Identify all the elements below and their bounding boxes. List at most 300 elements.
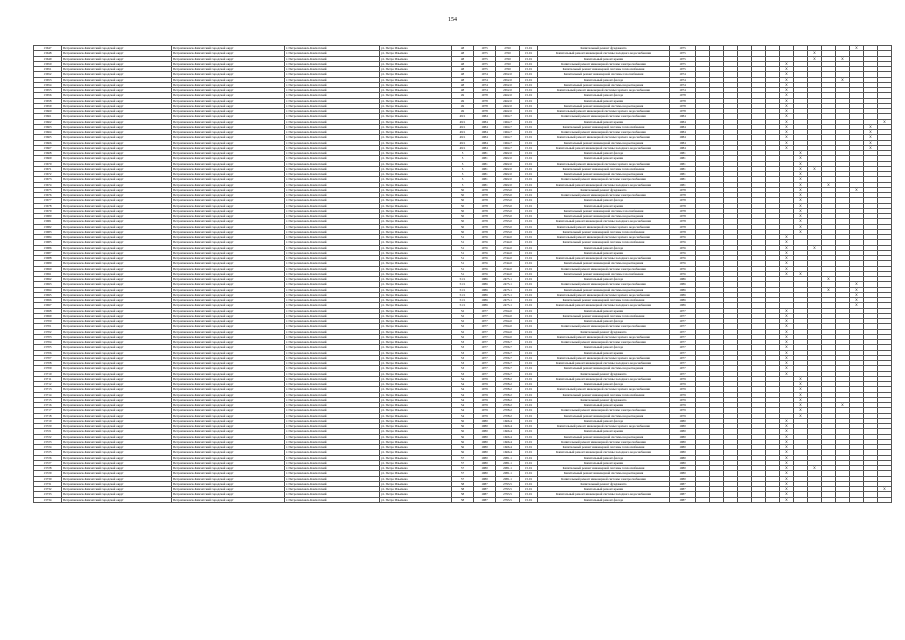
cell-settlement: г. Петропавловск-Камчатский	[285, 124, 380, 129]
cell-mark: X	[794, 214, 808, 219]
cell-municipality: Петропавловск-Камчатский городской округ	[62, 67, 172, 72]
cell-street: ул. Петра Ильичева	[380, 361, 452, 366]
cell-street: ул. Петра Ильичева	[380, 334, 452, 339]
cell-mark: X	[780, 366, 794, 371]
cell-mark: X	[794, 397, 808, 402]
cell-id: 13654	[34, 82, 62, 87]
cell-id: 13659	[34, 103, 62, 108]
cell-area: 2744.0	[496, 266, 520, 271]
cell-id: 13714	[34, 392, 62, 397]
cell-work-type: Капитальный ремонт инженерной системы холодного водоснабжения	[538, 492, 670, 497]
cell-municipality: Петропавловск-Камчатский городской округ	[62, 413, 172, 418]
cell-municipality: Петропавловск-Камчатский городской округ	[62, 308, 172, 313]
cell-code: 15.01	[520, 424, 538, 429]
cell-area: 2706.7	[496, 361, 520, 366]
cell-mark: X	[780, 361, 794, 366]
cell-settlement: г. Петропавловск-Камчатский	[285, 319, 380, 324]
cell-build-year: 1981	[474, 177, 496, 182]
cell-area: 2652.0	[496, 72, 520, 77]
cell-municipal-entity: Петропавловск-Камчатский городской округ	[172, 245, 285, 250]
cell-street: ул. Петра Ильичева	[380, 298, 452, 303]
cell-area: 2793.0	[496, 219, 520, 224]
cell-street: ул. Петра Ильичева	[380, 224, 452, 229]
cell-municipal-entity: Петропавловск-Камчатский городской округ	[172, 418, 285, 423]
cell-street: ул. Петра Ильичева	[380, 308, 452, 313]
cell-street: ул. Петра Ильичева	[380, 366, 452, 371]
cell-id: 13676	[34, 193, 62, 198]
cell-settlement: г. Петропавловск-Камчатский	[285, 403, 380, 408]
cell-area: 2764.0	[496, 329, 520, 334]
cell-street: ул. Петра Ильичева	[380, 261, 452, 266]
cell-settlement: г. Петропавловск-Камчатский	[285, 98, 380, 103]
cell-mark: X	[850, 303, 864, 308]
cell-year: 1977	[670, 313, 696, 318]
cell-year: 1987	[670, 492, 696, 497]
cell-municipality: Петропавловск-Камчатский городской округ	[62, 140, 172, 145]
cell-year: 1976	[670, 266, 696, 271]
cell-municipal-entity: Петропавловск-Камчатский городской округ	[172, 130, 285, 135]
cell-id: 13652	[34, 72, 62, 77]
cell-work-type: Капитальный ремонт фундамента	[538, 371, 670, 376]
cell-street: ул. Петра Ильичева	[380, 313, 452, 318]
cell-area: 2602.0	[496, 172, 520, 177]
cell-house-number: 50	[452, 187, 474, 192]
cell-year: 1978	[670, 187, 696, 192]
cell-work-type: Капитальный ремонт фасада	[538, 382, 670, 387]
cell-work-type: Капитальный ремонт инженерной системы теплоснабжения	[538, 67, 670, 72]
cell-municipality: Петропавловск-Камчатский городской округ	[62, 497, 172, 502]
cell-area: 2462.0	[496, 98, 520, 103]
cell-empty	[696, 497, 710, 502]
cell-id: 13693	[34, 282, 62, 287]
cell-mark: X	[780, 313, 794, 318]
cell-municipal-entity: Петропавловск-Камчатский городской округ	[172, 214, 285, 219]
cell-id: 13707	[34, 355, 62, 360]
cell-house-number: 48	[452, 51, 474, 56]
cell-area: 2462.0	[496, 103, 520, 108]
cell-area: 2602.0	[496, 177, 520, 182]
cell-house-number: 52	[452, 324, 474, 329]
cell-id: 13672	[34, 172, 62, 177]
cell-municipal-entity: Петропавловск-Камчатский городской округ	[172, 193, 285, 198]
cell-work-type: Капитальный ремонт инженерной системы водоотведения	[538, 140, 670, 145]
cell-area: 1964.7	[496, 130, 520, 135]
cell-code: 15.01	[520, 151, 538, 156]
cell-year: 1984	[670, 135, 696, 140]
cell-id: 13715	[34, 397, 62, 402]
cell-settlement: г. Петропавловск-Камчатский	[285, 397, 380, 402]
cell-work-type: Капитальный ремонт инженерной системы горячего водоснабжения	[538, 355, 670, 360]
cell-code: 15.01	[520, 187, 538, 192]
cell-mark: X	[780, 240, 794, 245]
cell-id: 13669	[34, 156, 62, 161]
cell-work-type: Капитальный ремонт инженерной системы холодного водоснабжения	[538, 182, 670, 187]
cell-build-year: 1978	[474, 198, 496, 203]
cell-municipal-entity: Петропавловск-Камчатский городской округ	[172, 77, 285, 82]
cell-work-type: Капитальный ремонт инженерной системы газоснабжения	[538, 208, 670, 213]
cell-house-number: 51	[452, 271, 474, 276]
cell-street: ул. Петра Ильичева	[380, 172, 452, 177]
cell-street: ул. Петра Ильичева	[380, 245, 452, 250]
cell-mark: X	[794, 193, 808, 198]
cell-build-year: 1977	[474, 334, 496, 339]
cell-municipality: Петропавловск-Камчатский городской округ	[62, 277, 172, 282]
cell-municipal-entity: Петропавловск-Камчатский городской округ	[172, 450, 285, 455]
cell-house-number: 5	[452, 182, 474, 187]
cell-settlement: г. Петропавловск-Камчатский	[285, 61, 380, 66]
cell-code: 15.01	[520, 51, 538, 56]
cell-area: 2602.0	[496, 151, 520, 156]
cell-municipality: Петропавловск-Камчатский городской округ	[62, 177, 172, 182]
cell-municipal-entity: Петропавловск-Камчатский городской округ	[172, 240, 285, 245]
cell-id: 13649	[34, 56, 62, 61]
cell-id: 13704	[34, 340, 62, 345]
cell-house-number: 51	[452, 245, 474, 250]
cell-code: 15.01	[520, 324, 538, 329]
cell-municipal-entity: Петропавловск-Камчатский городской округ	[172, 250, 285, 255]
cell-settlement: г. Петропавловск-Камчатский	[285, 434, 380, 439]
cell-id: 13716	[34, 403, 62, 408]
cell-work-type: Капитальный ремонт крыши	[538, 403, 670, 408]
cell-mark: X	[780, 88, 794, 93]
cell-id: 13722	[34, 434, 62, 439]
cell-build-year: 1980	[474, 445, 496, 450]
cell-house-number: 58	[452, 497, 474, 502]
cell-municipal-entity: Петропавловск-Камчатский городской округ	[172, 429, 285, 434]
cell-id: 13648	[34, 51, 62, 56]
cell-code: 15.01	[520, 408, 538, 413]
cell-build-year: 1977	[474, 340, 496, 345]
cell-mark: X	[780, 250, 794, 255]
cell-work-type: Капитальный ремонт инженерной системы холодного водоснабжения	[538, 256, 670, 261]
cell-municipal-entity: Петропавловск-Камчатский городской округ	[172, 235, 285, 240]
cell-municipal-entity: Петропавловск-Камчатский городской округ	[172, 172, 285, 177]
cell-work-type: Капитальный ремонт фасада	[538, 319, 670, 324]
cell-year: 1976	[670, 250, 696, 255]
cell-empty	[878, 497, 892, 502]
cell-area: 2744.0	[496, 271, 520, 276]
cell-municipal-entity: Петропавловск-Камчатский городской округ	[172, 88, 285, 93]
cell-house-number: 51	[452, 250, 474, 255]
cell-year: 1981	[670, 172, 696, 177]
cell-mark: X	[780, 319, 794, 324]
cell-build-year: 1984	[474, 140, 496, 145]
cell-house-number: 53	[452, 366, 474, 371]
cell-settlement: г. Петропавловск-Камчатский	[285, 334, 380, 339]
cell-build-year: 1980	[474, 424, 496, 429]
cell-year: 1981	[670, 166, 696, 171]
cell-year: 1980	[670, 429, 696, 434]
cell-build-year: 1984	[474, 130, 496, 135]
cell-house-number: 54	[452, 403, 474, 408]
cell-municipality: Петропавловск-Камчатский городской округ	[62, 387, 172, 392]
cell-year: 1977	[670, 361, 696, 366]
cell-municipal-entity: Петропавловск-Камчатский городской округ	[172, 392, 285, 397]
cell-build-year: 1974	[474, 72, 496, 77]
cell-work-type: Капитальный ремонт инженерной системы водоотведения	[538, 287, 670, 292]
cell-code: 15.01	[520, 235, 538, 240]
cell-house-number: 54	[452, 376, 474, 381]
cell-municipality: Петропавловск-Камчатский городской округ	[62, 392, 172, 397]
cell-municipality: Петропавловск-Камчатский городской округ	[62, 198, 172, 203]
cell-settlement: г. Петропавловск-Камчатский	[285, 282, 380, 287]
cell-build-year: 1981	[474, 156, 496, 161]
cell-municipality: Петропавловск-Камчатский городской округ	[62, 240, 172, 245]
cell-settlement: г. Петропавловск-Камчатский	[285, 229, 380, 234]
cell-year: 1976	[670, 245, 696, 250]
cell-id: 13700	[34, 319, 62, 324]
cell-work-type: Капитальный ремонт инженерной системы водоотведения	[538, 214, 670, 219]
cell-area: 1964.7	[496, 119, 520, 124]
cell-settlement: г. Петропавловск-Камчатский	[285, 355, 380, 360]
cell-settlement: г. Петропавловск-Камчатский	[285, 445, 380, 450]
cell-mark: X	[808, 56, 822, 61]
cell-municipality: Петропавловск-Камчатский городской округ	[62, 403, 172, 408]
cell-id: 13656	[34, 93, 62, 98]
cell-build-year: 1977	[474, 324, 496, 329]
cell-mark: X	[780, 130, 794, 135]
cell-build-year: 1976	[474, 250, 496, 255]
cell-area: 2760	[496, 67, 520, 72]
cell-municipal-entity: Петропавловск-Камчатский городской округ	[172, 476, 285, 481]
cell-area: 2744.0	[496, 256, 520, 261]
cell-code: 15.01	[520, 135, 538, 140]
cell-street: ул. Петра Ильичева	[380, 229, 452, 234]
cell-mark: X	[878, 487, 892, 492]
cell-municipality: Петропавловск-Камчатский городской округ	[62, 109, 172, 114]
cell-municipal-entity: Петропавловск-Камчатский городской округ	[172, 229, 285, 234]
cell-municipality: Петропавловск-Камчатский городской округ	[62, 424, 172, 429]
cell-code: 15.01	[520, 387, 538, 392]
cell-mark: X	[780, 245, 794, 250]
cell-build-year: 1979	[474, 413, 496, 418]
cell-street: ул. Петра Ильичева	[380, 340, 452, 345]
cell-build-year: 1975	[474, 67, 496, 72]
cell-id: 13677	[34, 198, 62, 203]
cell-mark: X	[864, 140, 878, 145]
cell-mark: X	[780, 109, 794, 114]
cell-area: 2708.2	[496, 387, 520, 392]
cell-mark: X	[780, 492, 794, 497]
cell-code: 15.01	[520, 224, 538, 229]
cell-area: 2793.0	[496, 193, 520, 198]
cell-work-type: Капитальный ремонт инженерной системы электроснабжения	[538, 266, 670, 271]
cell-mark: X	[780, 450, 794, 455]
cell-house-number: 49	[452, 103, 474, 108]
cell-year: 1977	[670, 324, 696, 329]
cell-municipal-entity: Петропавловск-Камчатский городской округ	[172, 145, 285, 150]
cell-id: 13726	[34, 455, 62, 460]
cell-build-year: 1978	[474, 193, 496, 198]
cell-code: 15.01	[520, 345, 538, 350]
cell-id: 13731	[34, 481, 62, 486]
cell-street: ул. Петра Ильичева	[380, 397, 452, 402]
cell-municipal-entity: Петропавловск-Камчатский городской округ	[172, 61, 285, 66]
cell-empty	[864, 497, 878, 502]
cell-street: ул. Петра Ильичева	[380, 140, 452, 145]
cell-id: 13703	[34, 334, 62, 339]
cell-build-year: 1976	[474, 245, 496, 250]
cell-id: 13733	[34, 492, 62, 497]
cell-house-number: 48	[452, 56, 474, 61]
cell-area: 2081.1	[496, 466, 520, 471]
cell-street: ул. Петра Ильичева	[380, 392, 452, 397]
cell-year: 1984	[670, 145, 696, 150]
cell-municipality: Петропавловск-Камчатский городской округ	[62, 340, 172, 345]
cell-area: 2462.0	[496, 93, 520, 98]
cell-municipality: Петропавловск-Камчатский городской округ	[62, 324, 172, 329]
cell-mark: X	[850, 292, 864, 297]
cell-area: 2706.7	[496, 366, 520, 371]
cell-work-type: Капитальный ремонт инженерной системы водоотведения	[538, 103, 670, 108]
cell-id: 13711	[34, 376, 62, 381]
cell-municipality: Петропавловск-Камчатский городской округ	[62, 224, 172, 229]
cell-work-type: Капитальный ремонт крыши	[538, 350, 670, 355]
cell-house-number: 51/1	[452, 282, 474, 287]
cell-settlement: г. Петропавловск-Камчатский	[285, 166, 380, 171]
cell-municipality: Петропавловск-Камчатский городской округ	[62, 350, 172, 355]
cell-house-number: 48	[452, 82, 474, 87]
cell-house-number: 57	[452, 460, 474, 465]
cell-build-year: 1975	[474, 46, 496, 51]
cell-work-type: Капитальный ремонт инженерной системы теплоснабжения	[538, 298, 670, 303]
cell-mark: X	[794, 198, 808, 203]
cell-mark: X	[822, 182, 836, 187]
cell-code: 15.01	[520, 56, 538, 61]
cell-work-type: Капитальный ремонт инженерной системы водоотведения	[538, 82, 670, 87]
cell-house-number: 5	[452, 166, 474, 171]
cell-year: 1980	[670, 460, 696, 465]
cell-settlement: г. Петропавловск-Камчатский	[285, 271, 380, 276]
cell-municipality: Петропавловск-Камчатский городской округ	[62, 476, 172, 481]
cell-mark: X	[780, 345, 794, 350]
cell-area: 2793.0	[496, 203, 520, 208]
cell-build-year: 1981	[474, 161, 496, 166]
cell-mark: X	[780, 235, 794, 240]
cell-house-number: 52	[452, 329, 474, 334]
cell-mark: X	[794, 156, 808, 161]
cell-area: 2793.0	[496, 187, 520, 192]
cell-house-number: 50	[452, 214, 474, 219]
cell-mark: X	[780, 145, 794, 150]
cell-municipality: Петропавловск-Камчатский городской округ	[62, 261, 172, 266]
cell-work-type: Капитальный ремонт фасада	[538, 455, 670, 460]
cell-id: 13679	[34, 208, 62, 213]
cell-mark: X	[794, 408, 808, 413]
cell-settlement: г. Петропавловск-Камчатский	[285, 308, 380, 313]
cell-build-year: 1978	[474, 229, 496, 234]
cell-build-year: 1974	[474, 77, 496, 82]
cell-code: 15.01	[520, 124, 538, 129]
cell-mark: X	[794, 219, 808, 224]
cell-municipal-entity: Петропавловск-Камчатский городской округ	[172, 376, 285, 381]
cell-build-year: 1978	[474, 93, 496, 98]
cell-code: 15.01	[520, 298, 538, 303]
cell-build-year: 1979	[474, 382, 496, 387]
cell-street: ул. Петра Ильичева	[380, 492, 452, 497]
cell-settlement: г. Петропавловск-Камчатский	[285, 109, 380, 114]
cell-build-year: 1978	[474, 98, 496, 103]
cell-code: 15.01	[520, 466, 538, 471]
cell-area: 2793.0	[496, 214, 520, 219]
cell-work-type: Капитальный ремонт инженерной системы электроснабжения	[538, 177, 670, 182]
cell-settlement: г. Петропавловск-Камчатский	[285, 266, 380, 271]
cell-street: ул. Петра Ильичева	[380, 324, 452, 329]
cell-id: 13663	[34, 124, 62, 129]
cell-year: 1978	[670, 98, 696, 103]
cell-id: 13724	[34, 445, 62, 450]
cell-house-number: 58	[452, 487, 474, 492]
cell-empty	[738, 497, 752, 502]
cell-mark: X	[780, 350, 794, 355]
page-number: 154	[448, 17, 457, 23]
cell-house-number: 53	[452, 355, 474, 360]
cell-street: ул. Петра Ильичева	[380, 303, 452, 308]
cell-mark: X	[850, 282, 864, 287]
cell-area: 1666.4	[496, 445, 520, 450]
cell-year: 1980	[670, 466, 696, 471]
cell-house-number: 51/1	[452, 287, 474, 292]
cell-code: 15.01	[520, 250, 538, 255]
cell-municipality: Петропавловск-Камчатский городской округ	[62, 172, 172, 177]
cell-year: 1978	[670, 198, 696, 203]
cell-build-year: 1984	[474, 124, 496, 129]
cell-municipality: Петропавловск-Камчатский городской округ	[62, 492, 172, 497]
cell-municipal-entity: Петропавловск-Камчатский городской округ	[172, 471, 285, 476]
cell-mark: X	[780, 82, 794, 87]
cell-year: 1978	[670, 214, 696, 219]
cell-settlement: г. Петропавловск-Камчатский	[285, 387, 380, 392]
cell-mark: X	[794, 392, 808, 397]
cell-settlement: г. Петропавловск-Камчатский	[285, 130, 380, 135]
cell-work-type: Капитальный ремонт инженерной системы водоотведения	[538, 366, 670, 371]
cell-year: 1977	[670, 345, 696, 350]
cell-street: ул. Петра Ильичева	[380, 250, 452, 255]
cell-house-number: 56	[452, 445, 474, 450]
cell-municipal-entity: Петропавловск-Камчатский городской округ	[172, 382, 285, 387]
cell-municipality: Петропавловск-Камчатский городской округ	[62, 282, 172, 287]
cell-area: 2744.0	[496, 245, 520, 250]
cell-street: ул. Петра Ильичева	[380, 460, 452, 465]
cell-build-year: 1975	[474, 56, 496, 61]
cell-year: 1980	[670, 439, 696, 444]
cell-house-number: 49/1	[452, 130, 474, 135]
cell-municipal-entity: Петропавловск-Камчатский городской округ	[172, 219, 285, 224]
cell-house-number: 51/1	[452, 303, 474, 308]
cell-municipal-entity: Петропавловск-Камчатский городской округ	[172, 292, 285, 297]
cell-settlement: г. Петропавловск-Камчатский	[285, 408, 380, 413]
cell-street: ул. Петра Ильичева	[380, 240, 452, 245]
cell-id: 13701	[34, 324, 62, 329]
cell-mark: X	[780, 355, 794, 360]
cell-build-year: 1986	[474, 298, 496, 303]
cell-house-number: 50	[452, 193, 474, 198]
cell-street: ул. Петра Ильичева	[380, 182, 452, 187]
cell-mark: X	[794, 177, 808, 182]
cell-mark: X	[794, 172, 808, 177]
cell-area: 1666.4	[496, 450, 520, 455]
cell-street: ул. Петра Ильичева	[380, 424, 452, 429]
cell-municipality: Петропавловск-Камчатский городской округ	[62, 271, 172, 276]
cell-street: ул. Петра Ильичева	[380, 445, 452, 450]
cell-settlement: г. Петропавловск-Камчатский	[285, 214, 380, 219]
cell-house-number: 56	[452, 439, 474, 444]
cell-mark: X	[780, 67, 794, 72]
cell-work-type: Капитальный ремонт инженерной системы электроснабжения	[538, 408, 670, 413]
cell-code: 15.01	[520, 329, 538, 334]
cell-code: 15.01	[520, 313, 538, 318]
cell-settlement: г. Петропавловск-Камчатский	[285, 455, 380, 460]
